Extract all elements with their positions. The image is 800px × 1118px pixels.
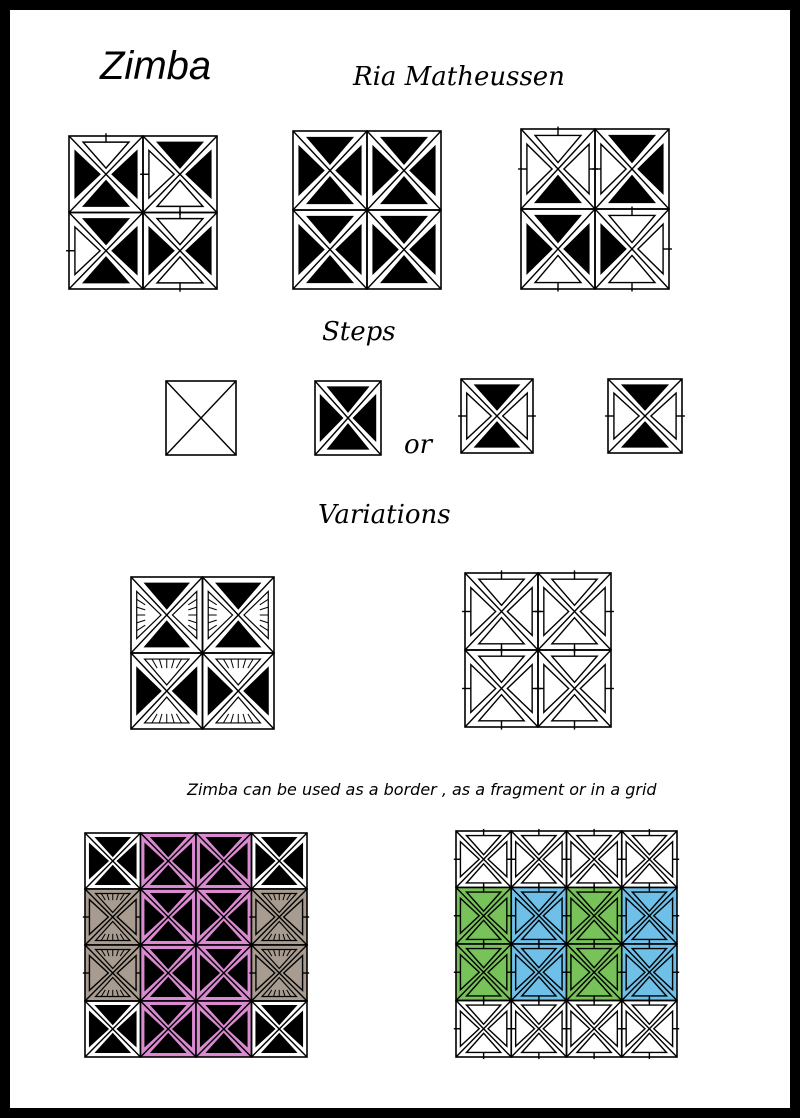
hatch-line xyxy=(159,659,162,668)
hatch-line xyxy=(176,714,181,723)
example-tile-1 xyxy=(68,135,218,290)
step-1-tile xyxy=(165,380,237,456)
hatch-line xyxy=(188,625,197,630)
hatch-line xyxy=(260,620,269,623)
hatch-line xyxy=(208,599,217,604)
hatch-line xyxy=(231,659,234,668)
step-3a-tile xyxy=(460,378,534,454)
hatch-line xyxy=(260,607,269,610)
hatch-line xyxy=(137,625,146,630)
hatch-line xyxy=(188,607,197,610)
hatch-line xyxy=(137,620,146,623)
hatch-line xyxy=(231,714,234,723)
step-3b-tile xyxy=(607,378,683,454)
hatch-line xyxy=(188,599,197,604)
hatch-line xyxy=(248,714,253,723)
hatch-line xyxy=(243,714,246,723)
hatch-line xyxy=(223,659,228,668)
variations-heading: Variations xyxy=(318,500,451,530)
hatch-line xyxy=(172,659,175,668)
usage-caption: Zimba can be used as a border , as a fragment or in a grid xyxy=(187,780,657,799)
hatch-line xyxy=(260,599,269,604)
variation-tile-1 xyxy=(130,576,275,730)
hatch-line xyxy=(208,625,217,630)
steps-heading: Steps xyxy=(322,317,396,347)
hatch-line xyxy=(243,659,246,668)
example-tile-2 xyxy=(292,130,442,290)
colored-example-2 xyxy=(455,830,678,1058)
hatch-line xyxy=(188,620,197,623)
hatch-line xyxy=(137,599,146,604)
colored-example-1 xyxy=(84,832,308,1058)
variation-tile-2 xyxy=(464,572,612,728)
hatch-line xyxy=(137,607,146,610)
hatch-line xyxy=(172,714,175,723)
step-2-tile xyxy=(314,380,382,456)
hatch-line xyxy=(152,714,157,723)
or-label: or xyxy=(404,430,433,460)
hatch-line xyxy=(260,625,269,630)
author-name: Ria Matheussen xyxy=(353,62,565,92)
example-tile-3 xyxy=(520,128,670,290)
hatch-line xyxy=(248,659,253,668)
hatch-line xyxy=(223,714,228,723)
hatch-line xyxy=(152,659,157,668)
hatch-line xyxy=(176,659,181,668)
hatch-line xyxy=(159,714,162,723)
page-title: Zimba xyxy=(100,44,212,88)
hatch-line xyxy=(208,607,217,610)
hatch-line xyxy=(208,620,217,623)
